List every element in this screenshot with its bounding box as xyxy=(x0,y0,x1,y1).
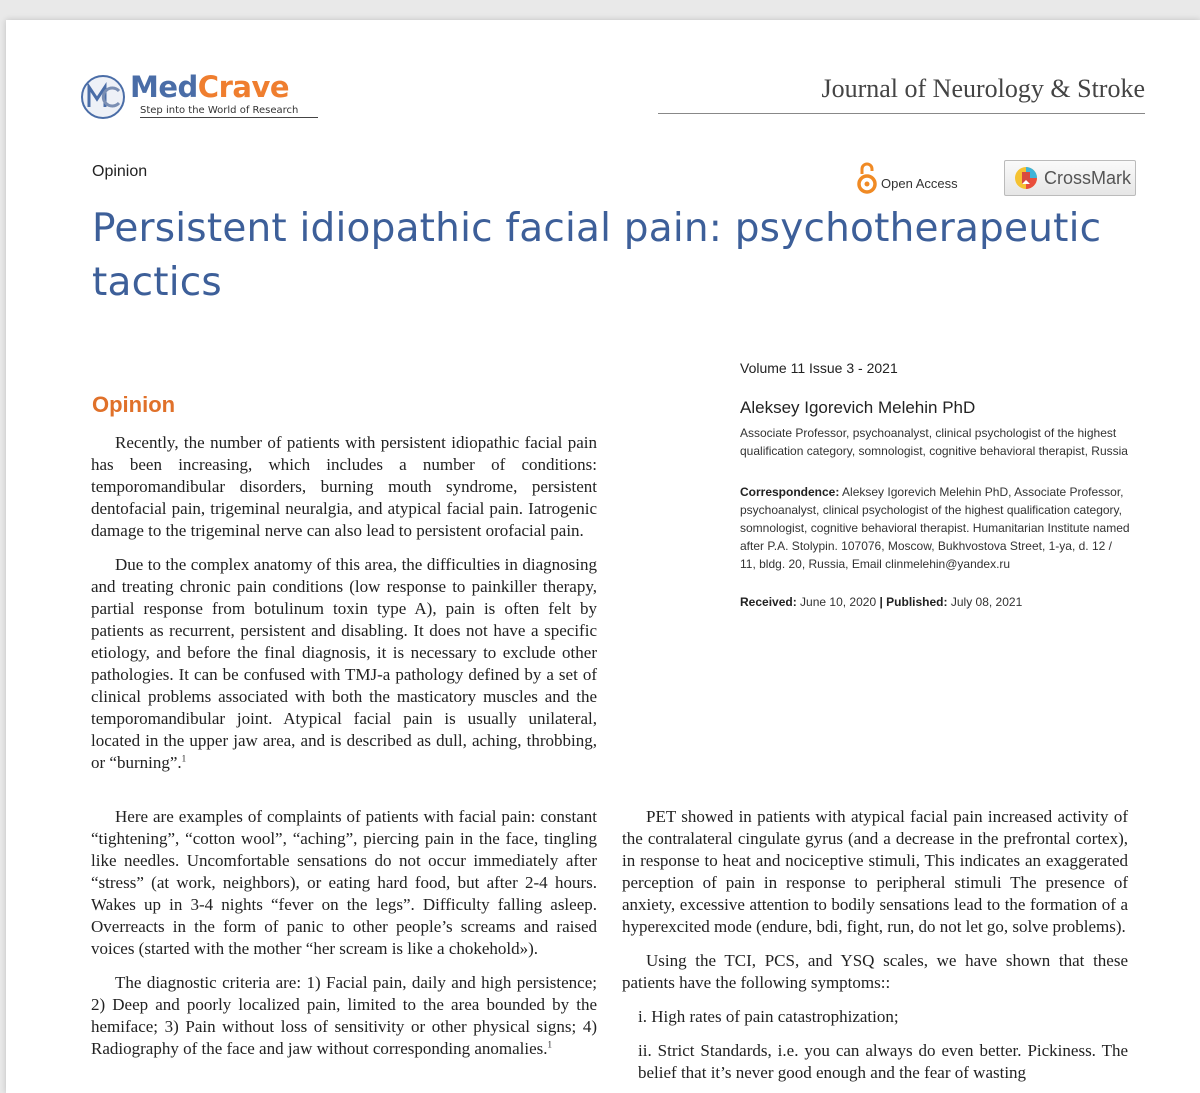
crossmark-button[interactable] xyxy=(1004,160,1136,196)
article-info-panel xyxy=(740,360,1130,609)
medcrave-emblem-icon xyxy=(80,74,126,120)
crossmark-icon xyxy=(1014,166,1038,190)
author-affiliation: Associate Professor, psychoanalyst, clinical psychologist of the highest qualification category, somnologist, cognitive behavioral therapist, Russia xyxy=(740,426,1128,458)
list-marker: ii. xyxy=(638,1041,652,1060)
logo-wordmark xyxy=(130,70,289,104)
logo-crave-text: Crave xyxy=(197,70,290,104)
article-type-label: Opinion xyxy=(92,163,148,180)
body-column-right xyxy=(622,806,1128,1093)
list-item-text: Strict Standards, i.e. you can always do even better. Pickiness. The belief that it’s never good enough and the fear of wasting xyxy=(638,1041,1129,1082)
section-heading: Opinion xyxy=(92,392,176,417)
correspondence-text: Aleksey Igorevich Melehin PhD, Associate Professor, psychoanalyst, clinical psychologist of the highest qualification category, somnologist, cognitive behavioral therapist. Humanitarian Institute named after P.A. Stolypin. 107076, Moscow, Bukhvostova Street, 1-ya, d. 12 / 11, bldg. 20, Russia, Email clinmelehin@yandex.ru xyxy=(740,485,1130,571)
journal-title: Journal of Neurology & Stroke xyxy=(821,74,1145,103)
list-item xyxy=(622,1006,1128,1028)
body-paragraph xyxy=(622,806,1128,938)
logo-tagline: Step into the World of Research xyxy=(140,105,318,118)
open-access-badge[interactable] xyxy=(856,162,958,194)
published-label: Published: xyxy=(886,595,948,609)
date-separator: | xyxy=(879,595,883,609)
received-date: June 10, 2020 xyxy=(800,595,877,609)
open-access-label: Open Access xyxy=(881,176,958,191)
paragraph-text: Using the TCI, PCS, and YSQ scales, we have shown that these patients have the following symptoms:: xyxy=(622,951,1128,992)
paragraph-text: Due to the complex anatomy of this area, the difficulties in diagnosing and treating chronic pain conditions (low response to painkiller therapy, partial response from botulinum toxin type A), pain is often felt by patients as recurrent, persistent and disabling. It does not have a specific etiology, and before the final diagnosis, it is necessary to exclude other pathologies. It can be confused with TMJ-a pathology defined by a set of clinical problems associated with both the masticatory muscles and the temporomandibular joint. Atypical facial pain is usually unilateral, located in the upper jaw area, and is described as dull, aching, throbbing, or “burning”. xyxy=(91,555,597,772)
published-date: July 08, 2021 xyxy=(950,595,1023,609)
reference-marker[interactable]: 1 xyxy=(181,753,187,764)
list-item xyxy=(622,1040,1128,1084)
body-paragraph xyxy=(622,950,1128,994)
body-column-left-upper xyxy=(91,432,597,786)
received-label: Received: xyxy=(740,595,797,609)
body-paragraph xyxy=(91,554,597,774)
body-paragraph xyxy=(91,806,597,960)
article-dates xyxy=(740,595,1130,609)
paragraph-text: Here are examples of complaints of patients with facial pain: constant “tightening”, “cotton wool”, “aching”, piercing pain in the face, tingling like needles. Uncomfortable sensations do not occur immediately after “stress” (at work, neighbors), or eating hard food, but after 2-4 hours. Wakes up in 3-4 nights “fever on the legs”. Difficulty falling asleep. Overreacts in the form of panic to other people’s screams and raised voices (started with the mother “her scream is like a chokehold»). xyxy=(91,807,597,958)
paragraph-text: Recently, the number of patients with persistent idiopathic facial pain has been increasing, which includes a number of conditions: temporomandibular disorders, burning mouth syndrome, persistent dentofacial pain, trigeminal neuralgia, and atypical facial pain. Iatrogenic damage to the trigeminal nerve can also lead to persistent orofacial pain. xyxy=(91,433,597,540)
paragraph-text: PET showed in patients with atypical facial pain increased activity of the contralateral cingulate gyrus (and a decrease in the prefrontal cortex), in response to heat and nociceptive stimuli, This indicates an exaggerated perception of pain in response to peripheral stimuli The presence of anxiety, excessive attention to bodily sensations lead to the formation of a hyperexcited mode (endure, bdi, fight, run, do not let go, solve problems). xyxy=(622,807,1128,936)
correspondence xyxy=(740,483,1130,573)
list-marker: i. xyxy=(638,1007,647,1026)
document-page xyxy=(6,20,1200,1093)
open-access-lock-icon xyxy=(856,162,878,194)
paragraph-text: The diagnostic criteria are: 1) Facial pain, daily and high persistence; 2) Deep and poorly localized pain, limited to the area bounded by the hemiface; 3) Pain without loss of sensitivity or other physical signs; 4) Radiography of the face and jaw without corresponding anomalies. xyxy=(91,973,597,1058)
list-item-text: High rates of pain catastrophization; xyxy=(651,1007,899,1026)
body-column-left-lower xyxy=(91,806,597,1072)
reference-marker[interactable]: 1 xyxy=(547,1039,553,1050)
author-name: Aleksey Igorevich Melehin PhD xyxy=(740,398,976,417)
crossmark-label: CrossMark xyxy=(1044,167,1132,188)
correspondence-label: Correspondence: xyxy=(740,485,840,499)
article-title: Persistent idiopathic facial pain: psychotherapeutic tactics xyxy=(92,206,1102,305)
medcrave-logo[interactable] xyxy=(80,70,340,140)
body-paragraph xyxy=(91,972,597,1060)
logo-med-text: Med xyxy=(130,70,198,104)
volume-issue: Volume 11 Issue 3 - 2021 xyxy=(740,360,898,376)
symptom-list xyxy=(622,1006,1128,1084)
header-divider xyxy=(658,113,1145,114)
body-paragraph xyxy=(91,432,597,542)
